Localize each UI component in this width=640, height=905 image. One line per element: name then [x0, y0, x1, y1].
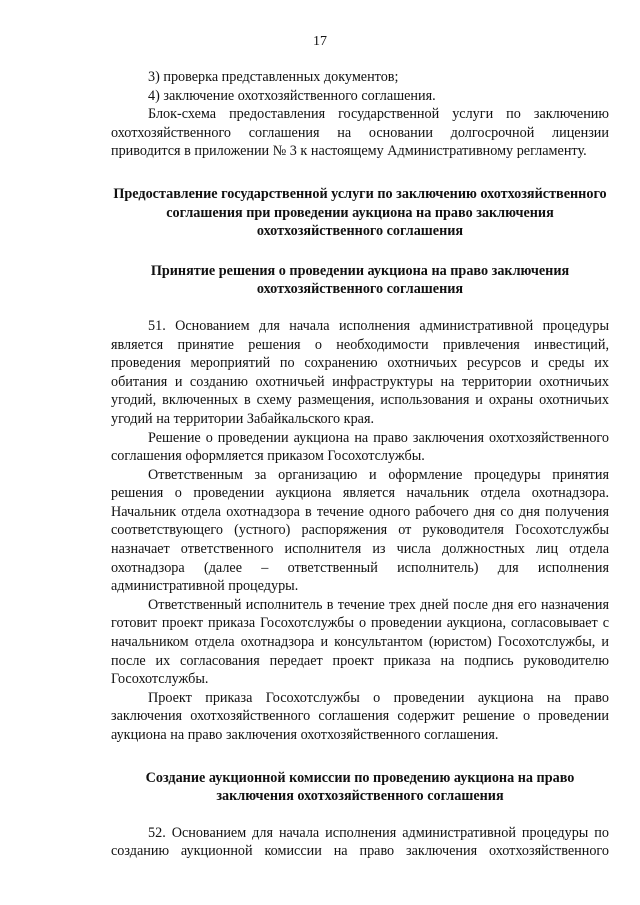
- list-item: 4) заключение охотхозяйственного соглашения.: [148, 87, 436, 104]
- paragraph: Решение о проведении аукциона на право заключения охотхозяйственного соглашения оформляется приказом Госохотслужбы.: [111, 429, 609, 465]
- paragraph: 51. Основанием для начала исполнения административной процедуры является принятие решения о необходимости привлечения инвестиций, проведения мероприятий по сохранению охотничьих ресурсов и среды их обитания и созданию охотничьей инфраструктуры на территории охотничьих угодий, включенных в схему размещения, использования и охраны охотничьих угодий на территории Забайкальского края.: [111, 317, 609, 427]
- page-number: 17: [313, 34, 327, 49]
- list-item: 3) проверка представленных документов;: [148, 69, 399, 85]
- subsection-heading-decision: Принятие решения о проведении аукциона на право заключения охотхозяйственного соглашения: [150, 262, 570, 298]
- paragraph: Проект приказа Госохотслужбы о проведении аукциона на право заключения охотхозяйственного соглашения содержит решение о проведении аукциона на право заключения охотхозяйственного соглашения.: [111, 689, 609, 743]
- paragraph: Ответственный исполнитель в течение трех дней после дня его назначения готовит проект приказа Госохотслужбы о проведении аукциона, согласовывает с начальником отдела охотнадзора и консультантом (юристом) Госохотслужбы, и после их согласования передает проект приказа на подпись руководителю Госохотслужбы.: [111, 596, 609, 688]
- paragraph: Ответственным за организацию и оформление процедуры принятия решения о проведении аукциона является начальник отдела охотнадзора. Начальник отдела охотнадзора в течение одного рабочего дня со дня получения соответствующего (устного) распоряжения от руководителя Госохотслужбы назначает ответственного исполнителя из числа должностных лиц отдела охотнадзора (далее – ответственный исполнитель) для исполнения административной процедуры.: [111, 466, 609, 595]
- section-heading: Предоставление государственной услуги по заключению охотхозяйственного соглашения при проведении аукциона на право заключения охотхозяйственного соглашения: [113, 185, 607, 240]
- document-body: [111, 68, 609, 861]
- subsection-heading-commission: Создание аукционной комиссии по проведению аукциона на право заключения охотхозяйственного соглашения: [145, 769, 575, 805]
- paragraph: 52. Основанием для начала исполнения административной процедуры по созданию аукционной комиссии на право заключения охотхозяйственного: [111, 824, 609, 860]
- intro-paragraph: Блок-схема предоставления государственной услуги по заключению охотхозяйственного соглашения на основании долгосрочной лицензии приводится в приложении № 3 к настоящему Административному регламенту.: [111, 106, 609, 160]
